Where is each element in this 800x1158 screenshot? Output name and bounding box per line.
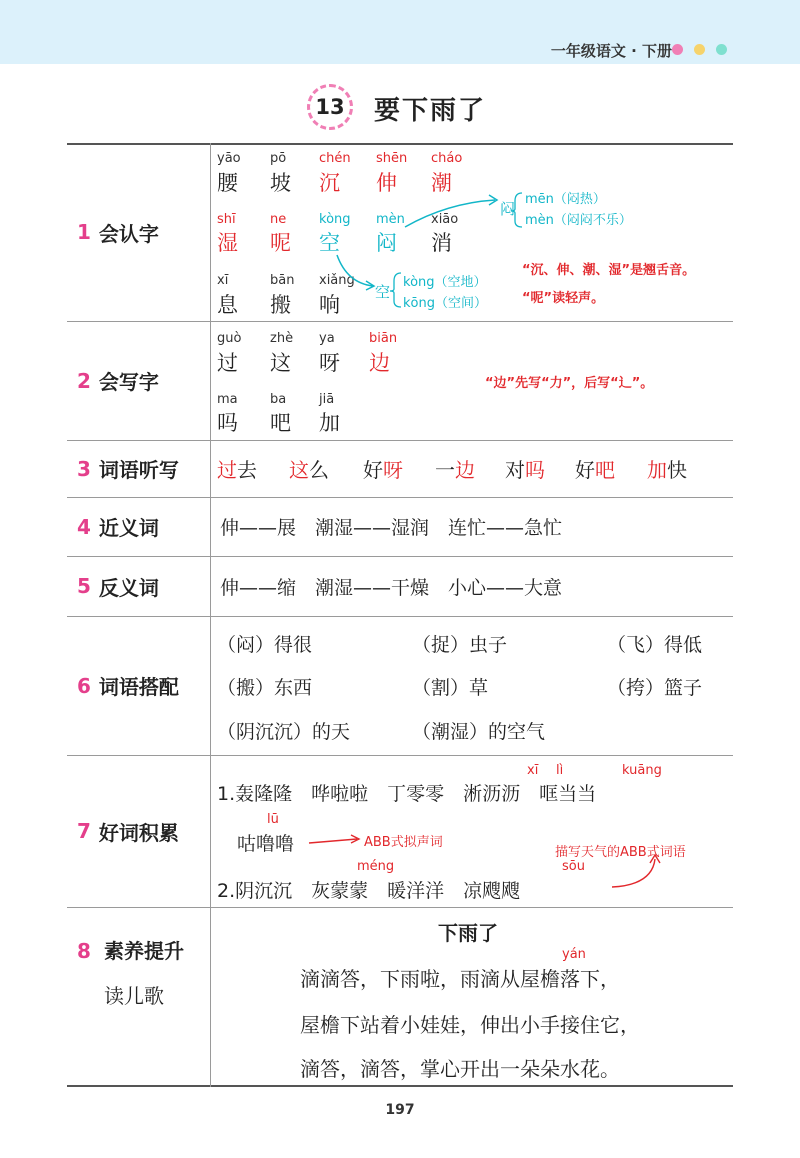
hanzi-char: 息 (217, 293, 238, 317)
lesson-title-row (0, 80, 800, 130)
note-arrows (67, 755, 733, 907)
teal-dot-icon (716, 44, 727, 55)
hanzi-char: 响 (319, 293, 340, 317)
word-char: 对 (505, 458, 525, 482)
pink-dot-icon (672, 44, 683, 55)
pinyin: kòng (319, 212, 351, 227)
pinyin: méng (357, 859, 395, 874)
poem-line: 滴滴答，下雨啦，雨滴从屋檐落下， (300, 967, 620, 991)
pinyin: mèn (376, 212, 405, 227)
pinyin: sōu (562, 859, 585, 874)
hanzi-char: 潮 (431, 171, 452, 195)
table-bottom-border (67, 1085, 733, 1087)
word-char: 加 (647, 458, 667, 482)
men-polyphone-char: 闷 (500, 200, 516, 218)
men-reading-1: mēn（闷热） (525, 192, 606, 207)
poem-line: 屋檐下站着小娃娃，伸出小手接住它， (300, 1013, 640, 1037)
pinyin: kuāng (622, 763, 662, 778)
kong-reading-1: kòng（空地） (403, 275, 487, 290)
hanzi-char: 过 (217, 351, 238, 375)
pinyin: bān (270, 273, 295, 288)
hanzi-char: 呢 (270, 231, 291, 255)
retroflex-note: “沉、伸、潮、湿”是翘舌音。 (522, 263, 696, 278)
weather-abb-note: 描写天气的ABB式词语 (555, 845, 686, 860)
connector-arrows (67, 143, 733, 321)
hanzi-char: 边 (369, 351, 390, 375)
pinyin: guò (217, 331, 242, 346)
stroke-order-note: “边”先写“力”，后写“辶”。 (485, 376, 654, 391)
section-number: 8 (77, 939, 91, 963)
onomatopoeia-line: 1.轰隆隆 哗啦啦 丁零零 淅沥沥 哐当当 (217, 783, 597, 805)
word-char: 吗 (525, 458, 545, 482)
abb-note: ABB式拟声词 (364, 835, 443, 850)
section-3-label (67, 440, 210, 497)
hanzi-char: 闷 (376, 231, 397, 255)
section-number: 2 (77, 368, 91, 393)
dictation-word (435, 454, 475, 483)
men-reading-2: mèn（闷闷不乐） (525, 213, 632, 228)
kong-polyphone-char: 空 (375, 283, 391, 301)
collocation-item: （挎）篮子 (607, 677, 703, 699)
word-char: 一 (435, 458, 455, 482)
hanzi-char: 吗 (217, 411, 238, 435)
hanzi-char: 消 (431, 231, 452, 255)
hanzi-char: 这 (270, 351, 291, 375)
pinyin: yāo (217, 151, 241, 166)
pinyin: xī (217, 273, 229, 288)
antonyms-text: 伸——缩 潮湿——干燥 小心——大意 (220, 577, 563, 599)
pinyin: xiāo (431, 212, 459, 227)
pinyin: cháo (431, 151, 463, 166)
section-title: 会认字 (98, 221, 159, 246)
yellow-dot-icon (694, 44, 705, 55)
pinyin: chén (319, 151, 351, 166)
collocation-item: （割）草 (412, 677, 489, 699)
pinyin: pō (270, 151, 287, 166)
word-char: 么 (309, 458, 329, 482)
section-title: 反义词 (98, 575, 159, 600)
hanzi-char: 坡 (270, 171, 291, 195)
collocation-item: （潮湿）的空气 (412, 721, 546, 743)
onomatopoeia-line-cont: 咕噜噜 (237, 833, 295, 855)
word-char: 好 (575, 458, 595, 482)
section-2-label (67, 321, 210, 440)
collocation-item: （阴沉沉）的天 (217, 721, 351, 743)
section-number: 7 (77, 819, 91, 843)
collocation-item: （飞）得低 (607, 634, 703, 656)
section-number: 1 (77, 220, 91, 244)
word-char: 好 (363, 458, 383, 482)
section-5-label (67, 556, 210, 616)
dictation-word (217, 454, 257, 483)
pinyin: xiǎng (319, 273, 355, 288)
pinyin: ma (217, 392, 238, 407)
dictation-word (289, 454, 329, 483)
section-number: 3 (77, 456, 91, 481)
synonyms-text: 伸——展 潮湿——湿润 连忙——急忙 (220, 517, 563, 539)
dictation-word (505, 454, 545, 483)
pinyin: biān (369, 331, 398, 346)
dictation-word (647, 454, 687, 483)
hanzi-char: 呀 (319, 351, 340, 375)
section-title: 素养提升 (104, 939, 185, 963)
section-title: 近义词 (98, 516, 159, 540)
section-subtitle: 读儿歌 (104, 984, 164, 1008)
pinyin: ba (270, 392, 287, 407)
poem-line: 滴答，滴答，掌心开出一朵朵水花。 (300, 1057, 620, 1081)
section-number: 4 (77, 514, 91, 539)
word-char: 呀 (383, 458, 403, 482)
collocation-item: （搬）东西 (217, 677, 313, 699)
book-title: 一年级语文 · 下册 (550, 42, 672, 60)
pinyin: ne (270, 212, 287, 227)
dictation-word (575, 454, 615, 483)
lesson-number-badge: 13 (307, 84, 353, 130)
collocation-item: （捉）虫子 (412, 634, 508, 656)
word-char: 去 (237, 458, 257, 482)
pinyin: jiā (319, 392, 335, 407)
poem-title: 下雨了 (438, 921, 498, 945)
pinyin: shī (217, 212, 236, 227)
word-char: 这 (289, 458, 309, 482)
word-char: 过 (217, 458, 237, 482)
pinyin: lū (267, 812, 279, 827)
section-title: 会写字 (98, 370, 159, 394)
hanzi-char: 伸 (376, 171, 397, 195)
word-char: 快 (667, 458, 687, 482)
section-4-label (67, 497, 210, 556)
lesson-title: 要下雨了 (374, 96, 487, 126)
dictation-word (363, 454, 403, 483)
section-title: 好词积累 (98, 820, 179, 845)
weather-words-line: 2.阴沉沉 灰蒙蒙 暖洋洋 凉飕飕 (217, 880, 521, 902)
section-title: 词语听写 (98, 458, 179, 482)
page-number: 197 (385, 1102, 415, 1118)
hanzi-char: 沉 (319, 171, 340, 195)
hanzi-char: 搬 (270, 293, 291, 317)
pinyin: shēn (376, 151, 408, 166)
hanzi-char: 吧 (270, 411, 291, 435)
pinyin: yán (562, 947, 586, 962)
pinyin: zhè (270, 331, 294, 346)
hanzi-char: 湿 (217, 231, 238, 255)
section-6-label (67, 616, 210, 755)
section-number: 5 (77, 574, 91, 598)
lesson-table (67, 143, 733, 1087)
hanzi-char: 空 (319, 231, 340, 255)
collocation-item: （闷）得很 (217, 634, 313, 656)
section-title: 词语搭配 (98, 675, 179, 699)
word-char: 边 (455, 458, 475, 482)
word-char: 吧 (595, 458, 615, 482)
neutral-tone-note: “呢”读轻声。 (522, 291, 605, 306)
pinyin: ya (319, 331, 335, 346)
kong-reading-2: kōng（空间） (403, 296, 487, 311)
pinyin: lì (556, 763, 564, 778)
hanzi-char: 加 (319, 411, 340, 435)
pinyin: xī (527, 763, 539, 778)
section-number: 6 (77, 673, 91, 698)
hanzi-char: 腰 (217, 171, 238, 195)
section-8-label (67, 907, 210, 1037)
page-header (0, 0, 800, 64)
